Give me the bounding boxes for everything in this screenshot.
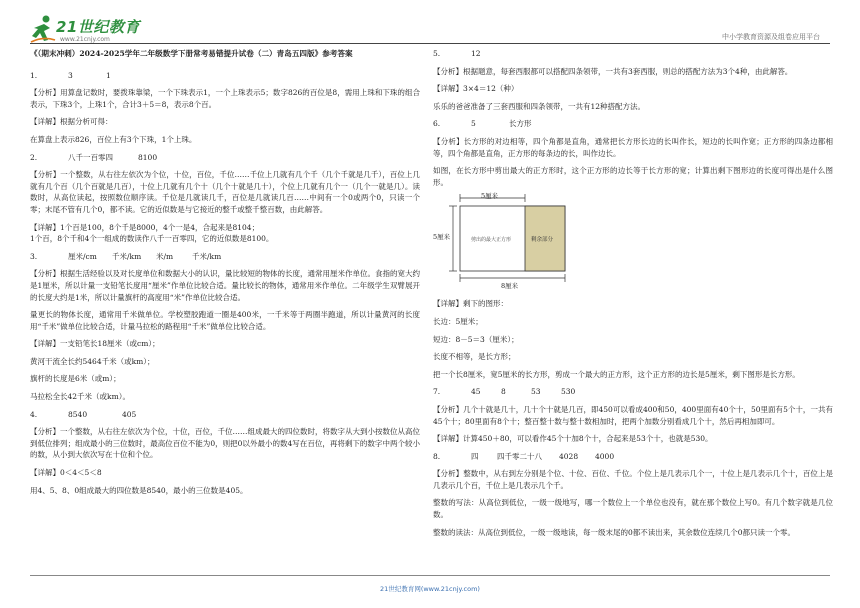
q1-detail-head: 【详解】根据分析可得： <box>30 117 113 127</box>
q8-answer-d: 4000 <box>595 451 615 461</box>
q8-answer-c: 4028 <box>559 451 579 461</box>
logo-url: www.21cnjy.com <box>60 36 110 43</box>
q5-detail-2: 乐乐的爸爸准备了三套西服和四条领带，一共有12种搭配方法。 <box>433 101 646 111</box>
q3-answer-b: 千米/km <box>112 251 142 261</box>
q3-analysis-2: 量更长的物体长度，通常用千米做单位。学校塑胶跑道一圈是400米，一千米等于两圈半跑道，所以计量黄河的长度用“千米”做单位比较合适，计量马拉松的路程用“千米”做单位比较合适。 <box>30 310 420 331</box>
q6-analysis: 【分析】长方形的对边相等，四个角都是直角，通常把长方形长边的长叫作长，短边的长叫作宽；正方形的四条边都相等，四个角都是直角，正方形的每条边的长，叫作边长。 <box>433 136 833 158</box>
answer-2 <box>30 152 420 164</box>
answer-6 <box>433 118 833 130</box>
q7-answer-a: 45 <box>471 387 481 397</box>
q2-detail: 【详解】1个百是100，8个千是8000，4个一是4，合起来是8104； <box>30 222 260 232</box>
fig-label-left: 5厘米 <box>433 233 451 242</box>
q4-number: 4. <box>30 409 38 419</box>
answer-1 <box>30 70 420 82</box>
answer-4 <box>30 409 420 421</box>
q7-answer-d: 530 <box>561 387 576 397</box>
logo-text: 21世纪教育 <box>56 18 140 36</box>
fig-label-top: 5厘米 <box>481 192 499 201</box>
q5-detail: 【详解】3×4＝12（种） <box>433 84 519 94</box>
answer-7 <box>433 386 833 398</box>
q3-answer-a: 厘米/cm <box>68 251 97 261</box>
q3-line-1: 黄河干流全长约5464千米（或km）； <box>30 356 155 366</box>
q6-answer-b: 长方形 <box>509 119 532 129</box>
answer-3 <box>30 251 420 263</box>
footer-divider <box>30 575 830 576</box>
q3-number: 3. <box>30 251 38 261</box>
q8-analysis: 【分析】整数中，从右到左分别是个位、十位、百位、千位。个位上是几表示几个一，十位上是几表示几个十，百位上是几表示几个百，千位上是几表示几个千。 <box>433 469 833 490</box>
q3-answer-c: 米/m <box>156 251 174 261</box>
q7-answer-b: 8 <box>501 387 506 397</box>
q8-answer-a: 四 <box>471 451 479 461</box>
q2-answer-a: 八千一百零四 <box>68 152 113 162</box>
answer-5 <box>433 48 833 60</box>
q3-analysis: 【分析】根据生活经验以及对长度单位和数据大小的认识，量比较短的物体的长度，通常用厘米作单位。食指的宽大约是1厘米，所以计量一支铅笔长度用“厘米”作单位比较合适。量比较长的物体，通常用米作单位。二年级学生双臂展开的长度大约是1米，所以计量旗杆的高度用“米”作单位比较合适。 <box>30 269 420 302</box>
q3-line-3: 马拉松全长42千米（或km）。 <box>30 392 130 402</box>
q6-detail: 【详解】剩下的图形： <box>433 299 508 309</box>
runner-logo-icon <box>30 14 56 44</box>
q1-number: 1. <box>30 70 38 80</box>
q4-answer-a: 8540 <box>68 409 88 419</box>
q1-answer-b: 1 <box>106 70 111 80</box>
q8-line-2: 整数的读法：从高位到低位，一级一级地读，每一级末尾的0都不读出来，其余数位连续几个0都只读一个零。 <box>433 527 796 537</box>
rectangle-figure <box>433 192 833 292</box>
q6-answer-a: 5 <box>471 119 476 129</box>
q6-line-4: 把一个长8厘米，宽5厘米的长方形，剪成一个最大的正方形，这个正方形的边长是5厘米，剩下图形是长方形。 <box>433 369 800 379</box>
q6-number: 6. <box>433 119 441 129</box>
page-title: 《（期末冲刺）2024-2025学年二年级数学下册常考易错提升试卷（二）青岛五四版》参考答案 <box>30 49 353 58</box>
q3-detail: 【详解】一支铅笔长18厘米（或cm）； <box>30 339 160 349</box>
q6-line-3: 长度不相等，是长方形； <box>433 352 516 362</box>
q6-analysis-2: 如图，在长方形中剪出最大的正方形时，这个正方形的边长等于长方形的宽；计算出剩下图形边的长度可得出是什么图形。 <box>433 166 833 187</box>
q4-analysis: 【分析】一个整数，从右往左依次为个位，十位，百位，千位……组成最大的四位数时，将数字从大到小按数位从高位到低位排列；组成最小的三位数时，最高位百位不能为0，则把0以外最小的数4写在百位，再将剩下的数字中两个较小的数，从小到大依次写在十位和个位。 <box>30 427 420 460</box>
q7-detail: 【详解】计算450＋80，可以看作45个十加8个十，合起来是53个十，也就是530。 <box>433 434 713 444</box>
q5-analysis: 【分析】根据题意，每套西服都可以搭配四条领带，一共有3套西服，则总的搭配方法为3个4种，由此解答。 <box>433 66 793 76</box>
q1-detail: 在算盘上表示826，百位上有3个下珠，1个上珠。 <box>30 134 197 144</box>
left-column <box>30 48 420 502</box>
fig-label-square: 剪出的最大正方形 <box>471 237 512 244</box>
q1-answer-a: 3 <box>68 70 73 80</box>
answer-8 <box>433 451 833 463</box>
q7-analysis: 【分析】几个十就是几十，几十个十就是几百，即450可以看成400和50，400里面有40个十，50里面有5个十，一共有45个十；80里面有8个十；整百整十数与整十数相加时，把两个加数分别看成几个十，然后再相加即可。 <box>433 404 833 426</box>
q8-number: 8. <box>433 451 441 461</box>
q5-answer-a: 12 <box>471 49 481 58</box>
platform-name: 中小学教育资源及组卷应用平台 <box>722 33 820 41</box>
q4-detail: 【详解】0＜4＜5＜8 <box>30 468 102 478</box>
q3-line-2: 旗杆的长度是6米（或m）； <box>30 374 121 384</box>
header-divider <box>30 43 830 44</box>
q2-analysis: 【分析】一个整数，从右往左依次为个位，十位，百位，千位……千位上几就有几个千（几个千就是几千），百位上几就有几个百（几个百就是几百），十位上几就有几个十（几个十就是几十），个位上几就有几个一（几个一就是几）。读数时，从高位读起，按照数位顺序读。千位是几就读几千，百位是几就读几百……中间有一个0或两个0，只读一个零；末尾不管有几个0，都不读。它的近似数是与它接近的整千或整千整百数，由此解答。 <box>30 170 420 214</box>
fig-label-rest: 剩余部分 <box>531 237 554 244</box>
footer-link[interactable]: 21世纪教育网(www.21cnjy.com) <box>380 585 480 593</box>
q6-line-1: 长边：5厘米； <box>433 316 483 326</box>
right-column <box>433 48 833 544</box>
q1-analysis: 【分析】用算盘记数时，要拨珠靠梁，一个下珠表示1，一个上珠表示5；数字826的百位是8，需用上珠和下珠的组合表示，下珠3个，上珠1个，合计3＋5＝8，表示8个百。 <box>30 88 420 109</box>
q2-detail-2: 1个百，8个千和4个一组成的数读作八千一百零四，它的近似数是8100。 <box>30 234 274 244</box>
q5-number: 5. <box>433 49 441 58</box>
q2-answer-b: 8100 <box>138 152 158 162</box>
q7-answer-c: 53 <box>531 387 541 397</box>
q4-answer-b: 405 <box>122 409 137 419</box>
fig-label-bottom: 8厘米 <box>501 282 519 291</box>
q4-detail-2: 用4、5、8、0组成最大的四位数是8540，最小的三位数是405。 <box>30 485 248 495</box>
q8-line-1: 整数的写法：从高位到低位，一级一级地写，哪一个数位上一个单位也没有，就在那个数位上写0。有几个数字就是几位数。 <box>433 498 833 520</box>
q6-line-2: 短边：8－5＝3（厘米）； <box>433 334 519 344</box>
q8-answer-b: 四千零二十八 <box>497 451 542 461</box>
q3-answer-d: 千米/km <box>192 251 222 261</box>
q7-number: 7. <box>433 387 441 397</box>
q2-number: 2. <box>30 152 38 162</box>
